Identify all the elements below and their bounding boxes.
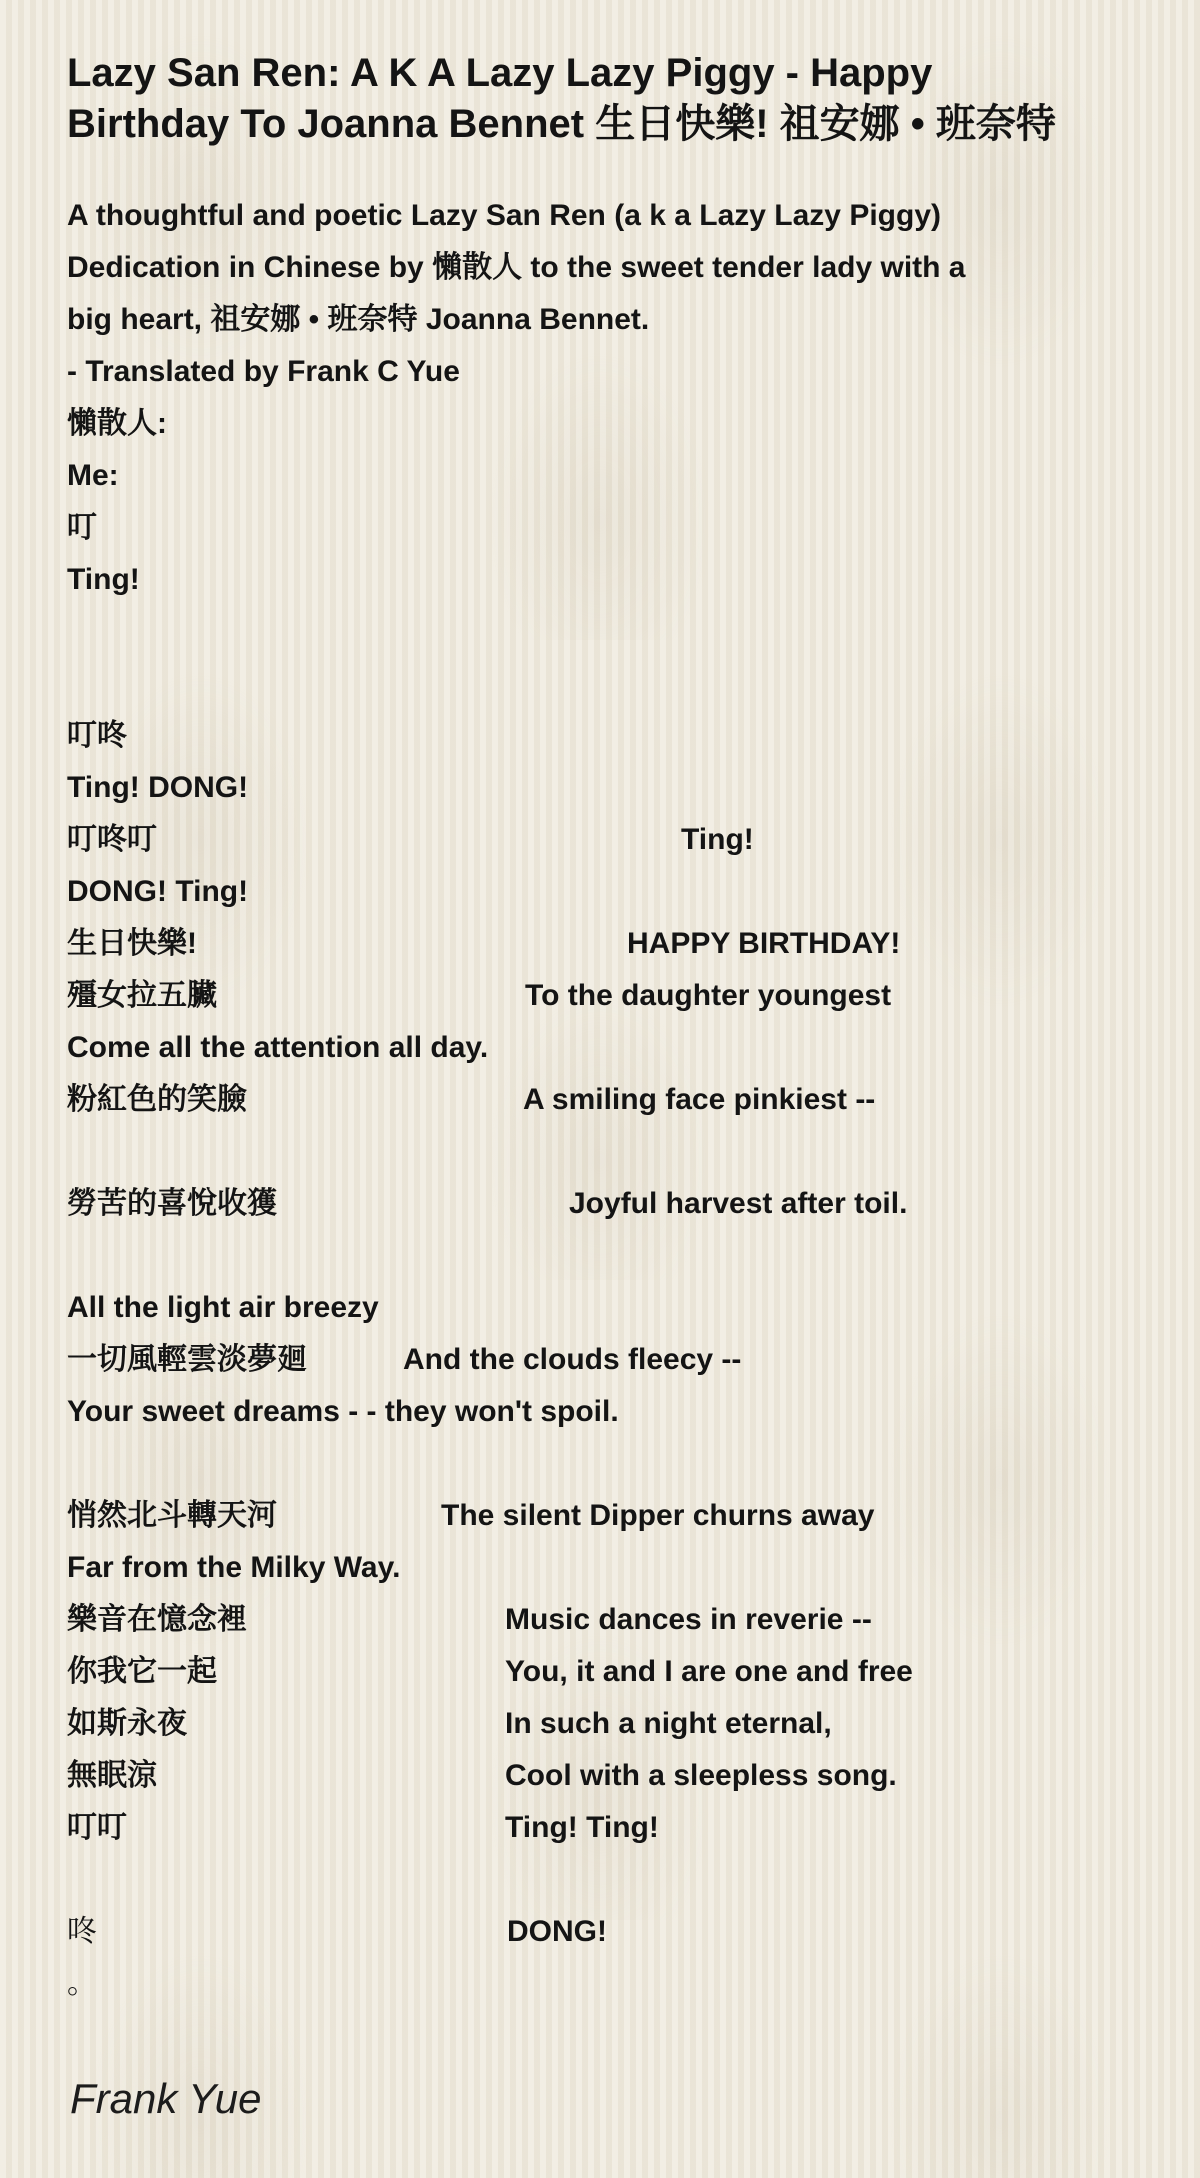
- poem-line: [67, 1594, 1187, 1646]
- poem-container: [67, 48, 1187, 2010]
- poem-line: All the light air breezy: [67, 1291, 379, 1324]
- poem-line: [67, 1802, 1187, 1854]
- translator-credit: - Translated by Frank C Yue: [67, 355, 460, 388]
- poem-line: Ting!: [67, 563, 140, 596]
- poem-line-chinese: 如斯永夜: [67, 1707, 187, 1740]
- poem-line: 叮: [67, 511, 97, 544]
- poem-line: [67, 1646, 1187, 1698]
- poem-line-english: A smiling face pinkiest --: [523, 1083, 876, 1116]
- poem-body: [67, 190, 1187, 2010]
- poem-line-chinese: 粉紅色的笑臉: [67, 1083, 247, 1116]
- poem-line-english: HAPPY BIRTHDAY!: [627, 927, 901, 960]
- poem-line-chinese: 殭女拉五臟: [67, 979, 217, 1012]
- intro-line: Dedication in Chinese by 懶散人 to the sweet tender lady with a: [67, 251, 966, 284]
- poem-line-chinese: 樂音在憶念裡: [67, 1603, 247, 1636]
- poem-line: Far from the Milky Way.: [67, 1551, 401, 1584]
- poem-line-chinese: 一切風輕雲淡夢廻: [67, 1343, 307, 1376]
- poem-title-line-2: Birthday To Joanna Bennet 生日快樂! 祖安娜 • 班奈特: [67, 102, 1056, 146]
- poem-line: [67, 814, 1187, 866]
- poem-line: DONG! Ting!: [67, 875, 249, 908]
- poem-line-chinese: 叮咚叮: [67, 823, 157, 856]
- author-signature: Frank Yue: [70, 2075, 262, 2122]
- poem-line-english: To the daughter youngest: [525, 979, 892, 1012]
- poem-line-english: Ting!: [681, 823, 754, 856]
- poem-line-chinese: 叮咚: [67, 719, 127, 752]
- intro-line: A thoughtful and poetic Lazy San Ren (a k a Lazy Lazy Piggy): [67, 199, 941, 232]
- poem-line: Ting! DONG!: [67, 771, 249, 804]
- blank-line: [67, 1438, 1187, 1490]
- poem-line: [67, 1178, 1187, 1230]
- blank-line: [67, 1854, 1187, 1906]
- blank-line: [67, 606, 1187, 710]
- poem-line-chinese: 叮叮: [67, 1811, 127, 1844]
- poem-line: [67, 918, 1187, 970]
- poem-title: [67, 48, 1187, 150]
- intro-line: big heart, 祖安娜 • 班奈特 Joanna Bennet.: [67, 303, 650, 336]
- poem-line-english: Music dances in reverie --: [505, 1603, 872, 1636]
- blank-line: [67, 1230, 1187, 1282]
- poem-line: Me:: [67, 459, 119, 492]
- poem-line: [67, 1698, 1187, 1750]
- poem-line-english: In such a night eternal,: [505, 1707, 832, 1740]
- poem-line-chinese: 生日快樂!: [67, 927, 197, 960]
- poem-line: Your sweet dreams - - they won't spoil.: [67, 1395, 619, 1428]
- poem-line-english: Joyful harvest after toil.: [569, 1187, 908, 1220]
- poem-line: [67, 1490, 1187, 1542]
- poem-line-english: And the clouds fleecy --: [403, 1343, 742, 1376]
- poem-line-english: DONG!: [507, 1915, 607, 1948]
- poem-line-chinese: 無眠涼: [67, 1759, 157, 1792]
- poem-line-english: The silent Dipper churns away: [441, 1499, 875, 1532]
- poem-line-english: Ting! Ting!: [505, 1811, 659, 1844]
- poem-line-chinese: 勞苦的喜悅收獲: [67, 1187, 277, 1220]
- blank-line: [67, 1126, 1187, 1178]
- poem-line: [67, 1906, 1187, 1958]
- poem-end-mark: 。: [67, 1967, 97, 2000]
- poem-line: [67, 1074, 1187, 1126]
- poem-line-chinese: 悄然北斗轉天河: [67, 1499, 277, 1532]
- poem-title-line-1: Lazy San Ren: A K A Lazy Lazy Piggy - Happy: [67, 51, 933, 95]
- poem-line-english: Cool with a sleepless song.: [505, 1759, 897, 1792]
- poem-line: Come all the attention all day.: [67, 1031, 489, 1064]
- poem-line: [67, 970, 1187, 1022]
- poem-line-english: You, it and I are one and free: [505, 1655, 913, 1688]
- poem-line-chinese: 咚: [67, 1915, 97, 1948]
- poem-line: [67, 1750, 1187, 1802]
- poem-line: [67, 1334, 1187, 1386]
- poem-line: 懶散人:: [67, 407, 167, 440]
- poem-line-chinese: 你我它一起: [67, 1655, 217, 1688]
- poem-line: [67, 710, 1187, 762]
